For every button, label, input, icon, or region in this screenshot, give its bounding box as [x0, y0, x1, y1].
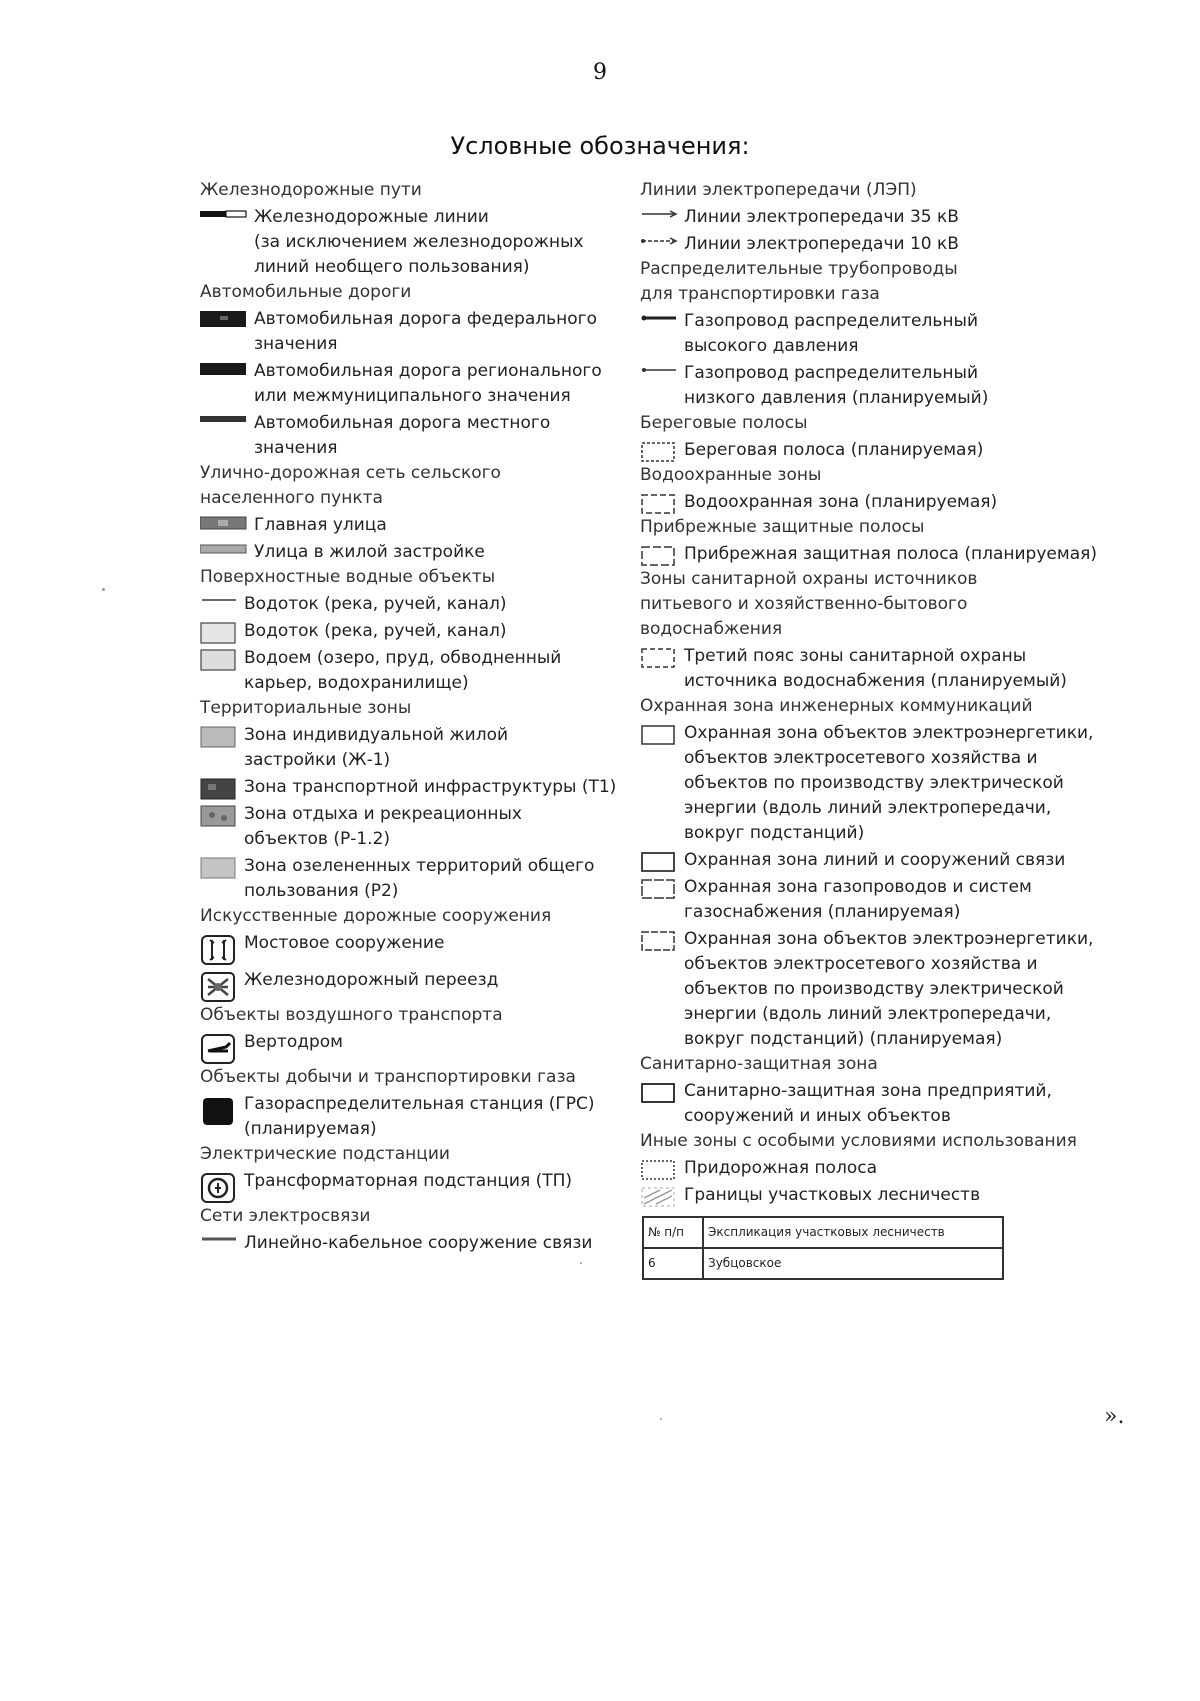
- water-body-icon: [200, 649, 238, 671]
- legend-item: [640, 205, 1110, 230]
- legend-section-heading: Улично-дорожная сеть сельского населенного пункта: [200, 463, 501, 508]
- legend-item: [640, 721, 1110, 846]
- legend-section-heading: Поверхностные водные объекты: [200, 567, 496, 587]
- legend-item-label: Автомобильная дорога федерального значения: [254, 309, 598, 354]
- scan-speck: [102, 588, 105, 591]
- legend-item: [640, 644, 1110, 694]
- legend-item: [200, 1092, 640, 1142]
- legend-section-heading: Электрические подстанции: [200, 1144, 450, 1164]
- green-zone-icon: [200, 857, 238, 879]
- legend-section: [200, 1065, 640, 1142]
- gas-station-icon: [200, 1095, 238, 1127]
- table-cell: 6: [643, 1248, 703, 1279]
- legend-item-label: Мостовое сооружение: [244, 933, 445, 953]
- legend-item: [200, 775, 640, 800]
- roadside-strip-icon: [640, 1159, 678, 1181]
- communication-protection-zone-icon: [640, 851, 678, 873]
- legend-item-label: Трансформаторная подстанция (ТП): [244, 1171, 573, 1191]
- table-cell: Зубцовское: [703, 1248, 1003, 1279]
- legend-item-label: Улица в жилой застройке: [254, 542, 485, 562]
- legend-item-label: Водоток (река, ручей, канал): [244, 594, 507, 614]
- legend-item-label: Придорожная полоса: [684, 1158, 877, 1178]
- legend-item-label: Санитарно-защитная зона предприятий, сооружений и иных объектов: [684, 1081, 1052, 1126]
- legend-item: [640, 438, 1110, 463]
- legend-section-heading: Железнодорожные пути: [200, 180, 422, 200]
- legend-item: [200, 968, 640, 1003]
- legend-item-label: Железнодорожные линии (за исключением железнодорожных линий необщего пользования): [254, 207, 584, 277]
- legend-section: [640, 257, 1110, 411]
- legend-item-label: Линии электропередачи 35 кВ: [684, 207, 959, 227]
- transformer-substation-icon: [200, 1172, 238, 1204]
- legend-section: [200, 178, 640, 280]
- legend-section-heading: Иные зоны с особыми условиями использования: [640, 1131, 1077, 1151]
- legend-item: [200, 854, 640, 904]
- legend-item-label: Железнодорожный переезд: [244, 970, 499, 990]
- legend-item: [200, 359, 640, 409]
- legend-section-heading: Автомобильные дороги: [200, 282, 412, 302]
- legend-section: [200, 280, 640, 461]
- legend-item-label: Водоток (река, ручей, канал): [244, 621, 507, 641]
- legend-item: [640, 1079, 1110, 1129]
- legend-item-label: Охранная зона объектов электроэнергетики, объектов электросетевого хозяйства и объектов по производству электрической энергии (вдоль линий электропередачи, вокруг подстанций): [684, 723, 1094, 843]
- legend-section: [200, 696, 640, 904]
- legend-item-label: Линии электропередачи 10 кВ: [684, 234, 959, 254]
- legend-item-label: Прибрежная защитная полоса (планируемая): [684, 544, 1097, 564]
- residential-zone-icon: [200, 726, 238, 748]
- legend-section: [640, 1052, 1110, 1129]
- legend-item-label: Главная улица: [254, 515, 387, 535]
- residential-street-icon: [200, 543, 248, 555]
- legend-title: Условные обозначения:: [450, 132, 750, 160]
- sanitary-protection-zone-icon: [640, 1082, 678, 1104]
- transport-zone-icon: [200, 778, 238, 800]
- legend-section-heading: Линии электропередачи (ЛЭП): [640, 180, 917, 200]
- closing-mark: ».: [1104, 1404, 1125, 1429]
- legend-item-label: Автомобильная дорога местного значения: [254, 413, 551, 458]
- legend-item: [200, 1169, 640, 1204]
- legend-item-label: Зона отдыха и рекреационных объектов (Р-1.2): [244, 804, 522, 849]
- legend-item-label: Газопровод распределительный низкого давления (планируемый): [684, 363, 989, 408]
- legend-item: [640, 542, 1110, 567]
- legend-item-label: Третий пояс зоны санитарной охраны источника водоснабжения (планируемый): [684, 646, 1067, 691]
- legend-section: [640, 515, 1110, 567]
- legend-section: [640, 694, 1110, 1052]
- legend-item-label: Границы участковых лесничеств: [684, 1185, 981, 1205]
- legend-section: [640, 1129, 1110, 1208]
- legend-item-label: Зона озелененных территорий общего пользования (Р2): [244, 856, 595, 901]
- scan-speck: [580, 1262, 582, 1264]
- legend-item: [640, 490, 1110, 515]
- page-number: 9: [593, 60, 607, 85]
- gas-pipeline-high-icon: [640, 312, 678, 324]
- legend-item-label: Вертодром: [244, 1032, 343, 1052]
- power-line-35-icon: [640, 208, 678, 220]
- legend-right-column: [640, 178, 1110, 1280]
- legend-item: [640, 309, 1110, 359]
- legend-left-column: [200, 178, 640, 1256]
- legend-section-heading: Объекты добычи и транспортировки газа: [200, 1067, 576, 1087]
- legend-section: [640, 178, 1110, 257]
- forestry-border-icon: [640, 1186, 678, 1208]
- legend-section-heading: Зоны санитарной охраны источников питьевого и хозяйственно-бытового водоснабжения: [640, 569, 978, 639]
- gas-pipeline-low-icon: [640, 364, 678, 376]
- gas-protection-zone-icon: [640, 878, 678, 900]
- legend-item: [200, 619, 640, 644]
- legend-item: [200, 513, 640, 538]
- legend-item-label: Зона транспортной инфраструктуры (Т1): [244, 777, 617, 797]
- scan-speck: [660, 1418, 662, 1420]
- legend-section: [200, 1204, 640, 1256]
- legend-item-label: Газораспределительная станция (ГРС) (планируемая): [244, 1094, 595, 1139]
- legend-item: [640, 361, 1110, 411]
- railway-crossing-icon: [200, 971, 238, 1003]
- legend-item-label: Водоохранная зона (планируемая): [684, 492, 998, 512]
- table-header-cell: Экспликация участковых лесничеств: [703, 1217, 1003, 1248]
- cable-line-icon: [200, 1234, 238, 1244]
- legend-item: [640, 232, 1110, 257]
- recreation-zone-icon: [200, 805, 238, 827]
- legend-item-label: Охранная зона газопроводов и систем газоснабжения (планируемая): [684, 877, 1032, 922]
- legend-item: [200, 592, 640, 617]
- power-protection-zone-icon: [640, 724, 678, 746]
- legend-item-label: Береговая полоса (планируемая): [684, 440, 984, 460]
- heliport-icon: [200, 1033, 238, 1065]
- legend-section: [200, 904, 640, 1003]
- table-header-row: [643, 1217, 1003, 1248]
- power-protection-zone-planned-icon: [640, 930, 678, 952]
- legend-section-heading: Санитарно-защитная зона: [640, 1054, 878, 1074]
- legend-item-label: Охранная зона объектов электроэнергетики, объектов электросетевого хозяйства и объектов по производству электрической энергии (вдоль линий электропередачи, вокруг подстанций) (планируемая): [684, 929, 1094, 1049]
- power-line-10-icon: [640, 235, 678, 247]
- railway-line-icon: [200, 208, 248, 220]
- legend-section-heading: Объекты воздушного транспорта: [200, 1005, 503, 1025]
- shore-strip-icon: [640, 441, 678, 463]
- water-protection-zone-icon: [640, 493, 678, 515]
- legend-section-heading: Охранная зона инженерных коммуникаций: [640, 696, 1033, 716]
- legend-section-heading: Распределительные трубопроводы для транспортировки газа: [640, 259, 958, 304]
- sanitary-belt-icon: [640, 647, 678, 669]
- legend-item: [640, 848, 1110, 873]
- table-header-cell: № п/п: [643, 1217, 703, 1248]
- local-road-icon: [200, 414, 248, 424]
- watercourse-area-icon: [200, 622, 238, 644]
- legend-section: [200, 565, 640, 696]
- legend-section: [640, 567, 1110, 694]
- legend-section: [640, 463, 1110, 515]
- federal-road-icon: [200, 310, 248, 328]
- legend-item: [200, 540, 640, 565]
- legend-item: [640, 875, 1110, 925]
- legend-item-label: Охранная зона линий и сооружений связи: [684, 850, 1066, 870]
- legend-item-label: Линейно-кабельное сооружение связи: [244, 1233, 593, 1253]
- legend-item: [200, 205, 640, 280]
- legend-item-label: Зона индивидуальной жилой застройки (Ж-1): [244, 725, 509, 770]
- legend-item: [640, 1156, 1110, 1181]
- legend-section: [200, 461, 640, 565]
- legend-section: [640, 411, 1110, 463]
- coastal-protection-strip-icon: [640, 545, 678, 567]
- legend-item: [200, 411, 640, 461]
- legend-item: [200, 646, 640, 696]
- legend-item: [200, 1231, 640, 1256]
- watercourse-line-icon: [200, 595, 238, 605]
- legend-section-heading: Сети электросвязи: [200, 1206, 371, 1226]
- table-row: [643, 1248, 1003, 1279]
- legend-item: [640, 1183, 1110, 1208]
- legend-section: [200, 1003, 640, 1065]
- legend-section-heading: Водоохранные зоны: [640, 465, 822, 485]
- main-street-icon: [200, 516, 248, 530]
- legend-item-label: Газопровод распределительный высокого давления: [684, 311, 978, 356]
- regional-road-icon: [200, 362, 248, 376]
- legend-item-label: Водоем (озеро, пруд, обводненный карьер, водохранилище): [244, 648, 562, 693]
- legend-item-label: Автомобильная дорога регионального или межмуниципального значения: [254, 361, 602, 406]
- legend-item: [200, 1030, 640, 1065]
- legend-item: [200, 931, 640, 966]
- legend-section-heading: Искусственные дорожные сооружения: [200, 906, 552, 926]
- forestry-table: [642, 1216, 1004, 1280]
- legend-item: [200, 723, 640, 773]
- legend-item: [640, 927, 1110, 1052]
- legend-section-heading: Береговые полосы: [640, 413, 808, 433]
- legend-section-heading: Прибрежные защитные полосы: [640, 517, 925, 537]
- legend-section-heading: Территориальные зоны: [200, 698, 412, 718]
- legend-section: [200, 1142, 640, 1204]
- bridge-icon: [200, 934, 238, 966]
- legend-item: [200, 307, 640, 357]
- legend-item: [200, 802, 640, 852]
